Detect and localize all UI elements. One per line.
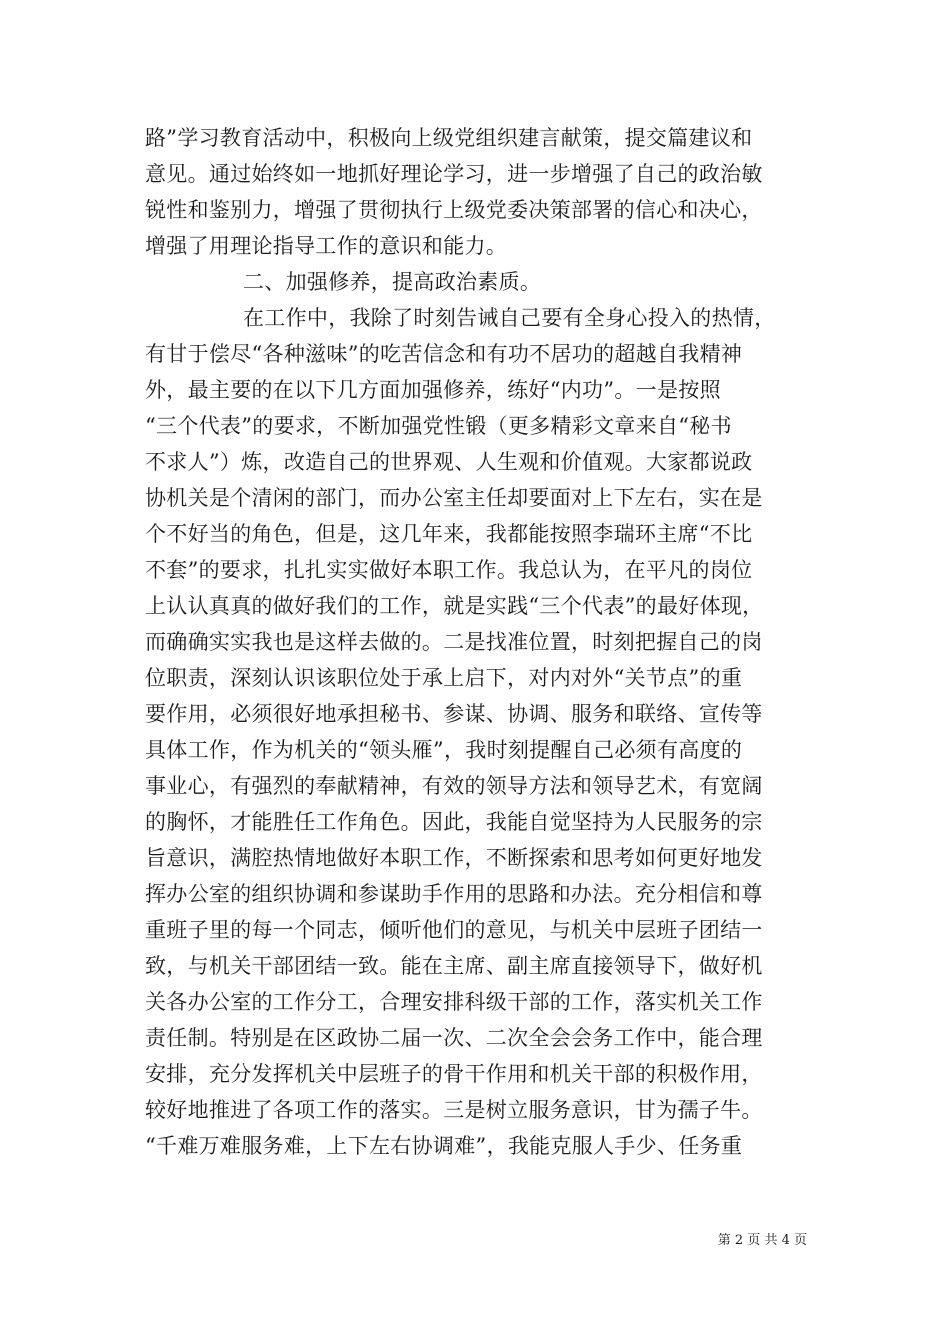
body-text-line: 关各办公室的工作分工，合理安排科级干部的工作，落实机关工作: [145, 990, 763, 1014]
body-text-line: 意见。通过始终如一地抓好理论学习，进一步增强了自己的政治敏: [145, 162, 763, 186]
body-text-line: 责任制。特别是在区政协二届一次、二次全会会务工作中，能合理: [145, 1026, 763, 1050]
body-text-line: 协机关是个清闲的部门，而办公室主任却要面对上下左右，实在是: [145, 486, 763, 510]
body-text-line: “千难万难服务难，上下左右协调难”，我能克服人手少、任务重: [145, 1134, 743, 1158]
body-text-line: 有甘于偿尽“各种滋味”的吃苦信念和有功不居功的超越自我精神: [145, 342, 743, 366]
body-text-line: 而确确实实我也是这样去做的。二是找准位置，时刻把握自己的岗: [145, 630, 763, 654]
body-text-line: 较好地推进了各项工作的落实。三是树立服务意识，甘为孺子牛。: [145, 1098, 763, 1122]
body-text-line: 具体工作，作为机关的“领头雁”，我时刻提醒自己必须有高度的: [145, 738, 743, 762]
body-text-line: 位职责，深刻认识该职位处于承上启下，对内对外“关节点”的重: [145, 666, 743, 690]
body-text-line: 外，最主要的在以下几方面加强修养，练好“内功”。一是按照: [145, 378, 721, 402]
body-text-line: “三个代表”的要求，不断加强党性锻（更多精彩文章来自“秘书: [145, 414, 732, 438]
body-text-line: 事业心，有强烈的奉献精神，有效的领导方法和领导艺术，有宽阔: [145, 774, 763, 798]
body-text-line: 挥办公室的组织协调和参谋助手作用的思路和办法。充分相信和尊: [145, 882, 763, 906]
body-text-line: 要作用，必须很好地承担秘书、参谋、协调、服务和联络、宣传等: [145, 702, 763, 726]
body-text-line: 锐性和鉴别力，增强了贯彻执行上级党委决策部署的信心和决心，: [145, 198, 763, 222]
page-number-footer: 第 2 页 共 4 页: [717, 1233, 807, 1248]
body-text-line: 上认认真真的做好我们的工作，就是实践“三个代表”的最好体现，: [145, 594, 764, 618]
body-text-line: 重班子里的每一个同志，倾听他们的意见，与机关中层班子团结一: [145, 918, 763, 942]
body-text-line: 安排，充分发挥机关中层班子的骨干作用和机关干部的积极作用，: [145, 1062, 763, 1086]
body-text-line: 在工作中，我除了时刻告诫自己要有全身心投入的热情，: [243, 306, 776, 330]
body-text-line: 的胸怀，才能胜任工作角色。因此，我能自觉坚持为人民服务的宗: [145, 810, 763, 834]
body-text-line: 不求人”）炼，改造自己的世界观、人生观和价值观。大家都说政: [145, 450, 753, 474]
body-text-line: 致，与机关干部团结一致。能在主席、副主席直接领导下，做好机: [145, 954, 763, 978]
body-text-line: 增强了用理论指导工作的意识和能力。: [145, 234, 508, 258]
body-text-line: 不套”的要求，扎扎实实做好本职工作。我总认为，在平凡的岗位: [145, 558, 753, 582]
body-text-line: 旨意识，满腔热情地做好本职工作，不断探索和思考如何更好地发: [145, 846, 763, 870]
body-text-line: 个不好当的角色，但是，这几年来，我都能按照李瑞环主席“不比: [145, 522, 753, 546]
section-heading: 二、加强修养，提高政治素质。: [243, 270, 542, 294]
body-text-line: 路”学习教育活动中，积极向上级党组织建言献策，提交篇建议和: [145, 126, 753, 150]
